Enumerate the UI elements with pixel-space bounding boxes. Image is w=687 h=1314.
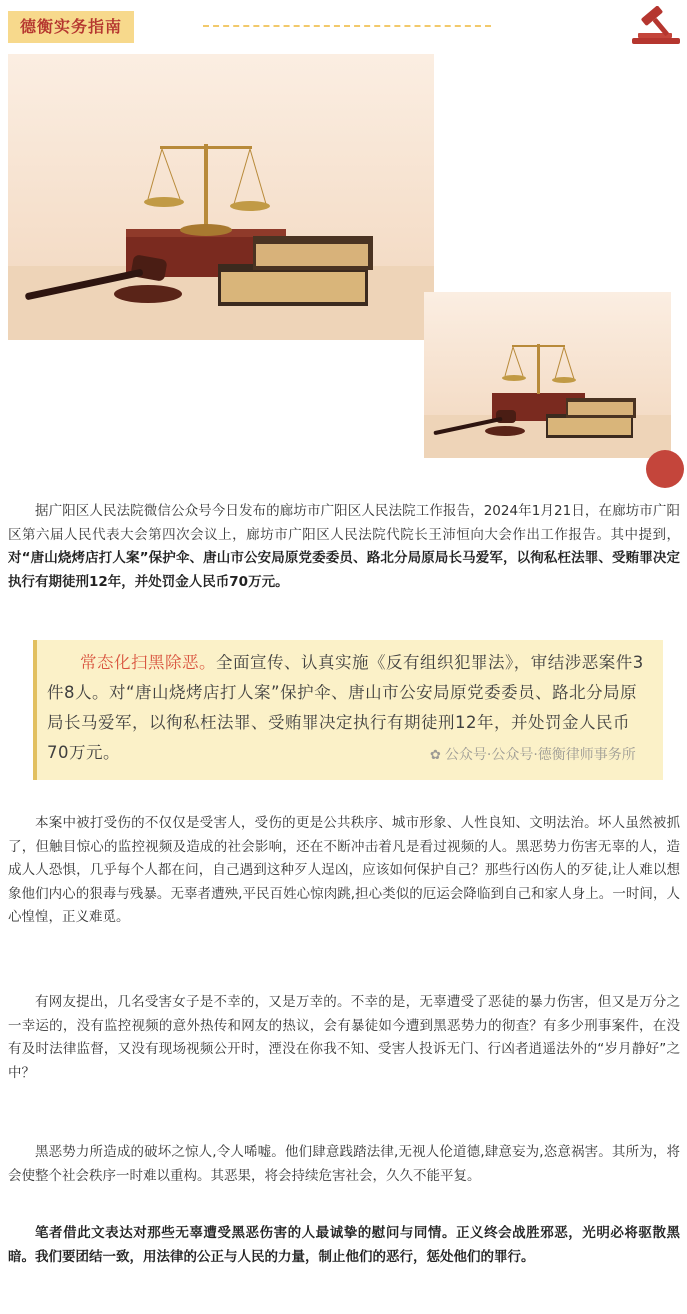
excerpt-heading: 常态化扫黑除恶。 [80, 653, 216, 672]
intro-paragraph [8, 500, 680, 594]
gavel-icon [630, 6, 682, 46]
header-divider [203, 25, 491, 27]
intro-bold-text: 对“唐山烧烤店打人案”保护伞、唐山市公安局原党委委员、路北分局原局长马爱军，以徇私枉法罪、受贿罪决定执行有期徒刑12年，并处罚金人民币70万元。 [8, 550, 680, 590]
excerpt-body: 全面宣传、认真实施《反有组织犯罪法》，审结涉恶案件3件8人。对“唐山烧烤店打人案”保护伞、唐山市公安局原党委委员、路北分局原局长马爱军，以徇私枉法罪、受贿罪决定执行有期徒刑12年，并处罚金人民币70万元。 [47, 653, 644, 762]
paragraph-2: 本案中被打受伤的不仅仅是受害人，受伤的更是公共秩序、城市形象、人性良知、文明法治。坏人虽然被抓了，但触目惊心的监控视频及造成的社会影响，还在不断冲击着凡是看过视频的人。黑恶势力伤害无辜的人，造成人人恐惧，几乎每个人都在问，自己遇到这种歹人逞凶，应该如何保护自己？那些行凶伤人的歹徒,让人难以想象他们内心的狠毒与残暴。无辜者遭殃,平民百姓心惊肉跳,担心类似的厄运会降临到自己和家人身上。一时间，人心惶惶，正义难觅。 [8, 815, 680, 925]
paragraph-4: 黑恶势力所造成的破坏之惊人,令人唏嘘。他们肆意践踏法律,无视人伦道德,肆意妄为,恣意祸害。其所为，将会使整个社会秩序一时难以重构。其恶果，将会持续危害社会，久久不能平复。 [8, 1144, 680, 1184]
watermark-text: 公众号·公众号·德衡律师事务所 [444, 747, 636, 763]
secondary-photo [424, 292, 671, 458]
main-photo [8, 54, 434, 340]
paragraph-3: 有网友提出，几名受害女子是不幸的，又是万幸的。不幸的是，无辜遭受了恶徒的暴力伤害，但又是万分之一幸运的，没有监控视频的意外热传和网友的热议，会有暴徒如今遭到黑恶势力的彻查？有多少刑事案件，在没有及时法律监督，又没有现场视频公开时，湮没在你我不知、受害人投诉无门、行凶者逍遥法外的“岁月静好”之中？ [8, 994, 680, 1081]
decorative-dot [646, 450, 684, 488]
watermark [430, 744, 636, 764]
section-tag: 德衡实务指南 [8, 11, 134, 43]
wechat-icon: ✿ [430, 748, 441, 763]
intro-text: 据广阳区人民法院微信公众号今日发布的廊坊市广阳区人民法院工作报告，2024年1月21日，在廊坊市广阳区第六届人民代表大会第四次会议上，廊坊市广阳区人民法院代院长王沛恒向大会作出工作报告。其中提到， [8, 503, 680, 543]
closing-paragraph: 笔者借此文表达对那些无辜遭受黑恶伤害的人最诚挚的慰问与同情。正义终会战胜邪恶，光明必将驱散黑暗。我们要团结一致，用法律的公正与人民的力量，制止他们的恶行，惩处他们的罪行。 [8, 1225, 680, 1265]
